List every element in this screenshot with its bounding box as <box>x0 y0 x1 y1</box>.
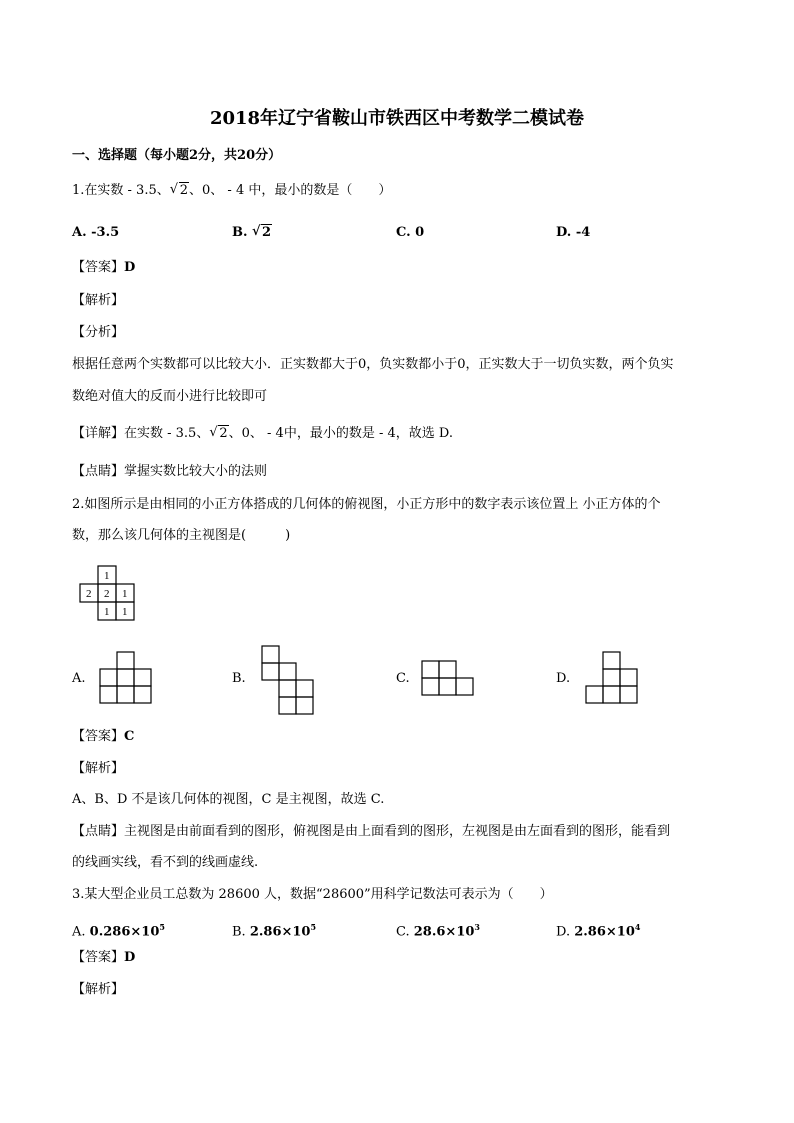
q1-stem-part-b: 、0、 - 4 中，最小的数是（ ） <box>189 183 392 198</box>
option-value: 2.86×10 <box>574 924 635 940</box>
q3-option-d <box>556 917 640 942</box>
sqrt-radicand: 2 <box>262 225 272 240</box>
q2-analysis-heading: 【解析】 <box>72 761 125 776</box>
option-exponent: 5 <box>310 922 317 932</box>
q1-detail <box>72 424 453 444</box>
q1-fenxi-text-1: 根据任意两个实数都可以比较大小．正实数都大于0，负实数都小于0，正实数大于一切负实数，两个负实 <box>72 357 674 372</box>
q3-answer <box>72 948 135 968</box>
sqrt-radicand: 2 <box>179 183 189 198</box>
q2-option-b-figure <box>260 644 316 718</box>
q1-detail-part-b: 、0、 - 4中，最小的数是 - 4，故选 D. <box>228 426 453 441</box>
answer-value: D <box>124 260 136 275</box>
q1-stem-part-a: 1.在实数 - 3.5、 <box>72 183 170 198</box>
answer-value: D <box>124 950 136 965</box>
q2-stem-1: 2.如图所示是由相同的小正方体搭成的几何体的俯视图，小正方形中的数字表示该位置上 小正方体的个 <box>72 497 661 512</box>
option-label: A. <box>72 924 86 940</box>
q2-option-a-figure <box>98 650 154 706</box>
q2-option-d-figure <box>584 650 640 706</box>
q2-answer <box>72 727 134 747</box>
q1-option-d: D. -4 <box>556 225 591 240</box>
grid-number: 2 <box>86 588 92 600</box>
q3-stem: 3.某大型企业员工总数为 28600 人，数据“28600”用科学记数法可表示为（ ） <box>72 887 553 902</box>
q2-point-1: 【点睛】主视图是由前面看到的图形，俯视图是由上面看到的图形，左视图是由左面看到的图形，能看到 <box>72 824 671 839</box>
grid-number: 1 <box>122 588 128 600</box>
q2-point-2: 的线画实线，看不到的线画虚线. <box>72 855 259 870</box>
option-label: B. <box>232 924 246 940</box>
q2-option-a-label: A. <box>72 671 86 686</box>
q2-option-b-label: B. <box>232 671 246 686</box>
q1-analysis-heading: 【解析】 <box>72 293 125 308</box>
q1-fenxi-heading: 【分析】 <box>72 325 125 340</box>
answer-label: 【答案】 <box>72 729 125 744</box>
q1-answer <box>72 258 135 278</box>
answer-label: 【答案】 <box>72 950 125 965</box>
page-title: 2018年辽宁省鞍山市铁西区中考数学二模试卷 <box>209 108 585 129</box>
q2-stem-2: 数，那么该几何体的主视图是( ) <box>72 528 291 543</box>
sqrt-symbol: √ 2 <box>169 182 189 198</box>
q1-point: 【点睛】掌握实数比较大小的法则 <box>72 464 268 479</box>
q2-option-c-figure <box>420 659 476 697</box>
q3-option-a <box>72 917 165 942</box>
option-label: D. <box>556 924 571 940</box>
q1-option-c: C. 0 <box>396 225 425 240</box>
section-heading: 一、选择题（每小题2分，共20分） <box>72 148 282 163</box>
q1-detail-part-a: 【详解】在实数 - 3.5、 <box>72 426 210 441</box>
option-exponent: 3 <box>474 922 480 932</box>
answer-value: C <box>124 729 135 744</box>
option-exponent: 5 <box>159 922 165 932</box>
top-view-grid <box>78 565 138 625</box>
option-exponent: 4 <box>634 922 641 932</box>
grid-number: 1 <box>104 606 110 618</box>
q3-option-c <box>396 917 480 942</box>
sqrt-radicand: 2 <box>219 426 228 441</box>
answer-label: 【答案】 <box>72 260 125 275</box>
q3-option-b <box>232 917 316 942</box>
q1-stem <box>72 181 391 201</box>
option-value: 28.6×10 <box>413 924 475 940</box>
q1-option-a: A. -3.5 <box>72 225 120 240</box>
grid-number: 1 <box>122 606 128 618</box>
q1-fenxi-text-2: 数绝对值大的反而小进行比较即可 <box>72 389 268 404</box>
option-label: C. <box>396 924 410 940</box>
q3-analysis-heading: 【解析】 <box>72 982 125 997</box>
grid-number: 2 <box>104 588 110 600</box>
q2-option-c-label: C. <box>396 671 410 686</box>
option-value: 0.286×10 <box>89 924 160 940</box>
grid-number: 1 <box>104 570 110 582</box>
sqrt-symbol: √ 2 <box>252 224 272 240</box>
option-value: 2.86×10 <box>249 924 311 940</box>
q1-option-b-label: B. <box>232 225 248 240</box>
q2-analysis-text: A、B、D 不是该几何体的视图，C 是主视图，故选 C. <box>72 792 385 807</box>
q2-option-d-label: D. <box>556 671 571 686</box>
sqrt-symbol: √ 2 <box>209 425 228 441</box>
q1-option-b <box>232 223 272 243</box>
